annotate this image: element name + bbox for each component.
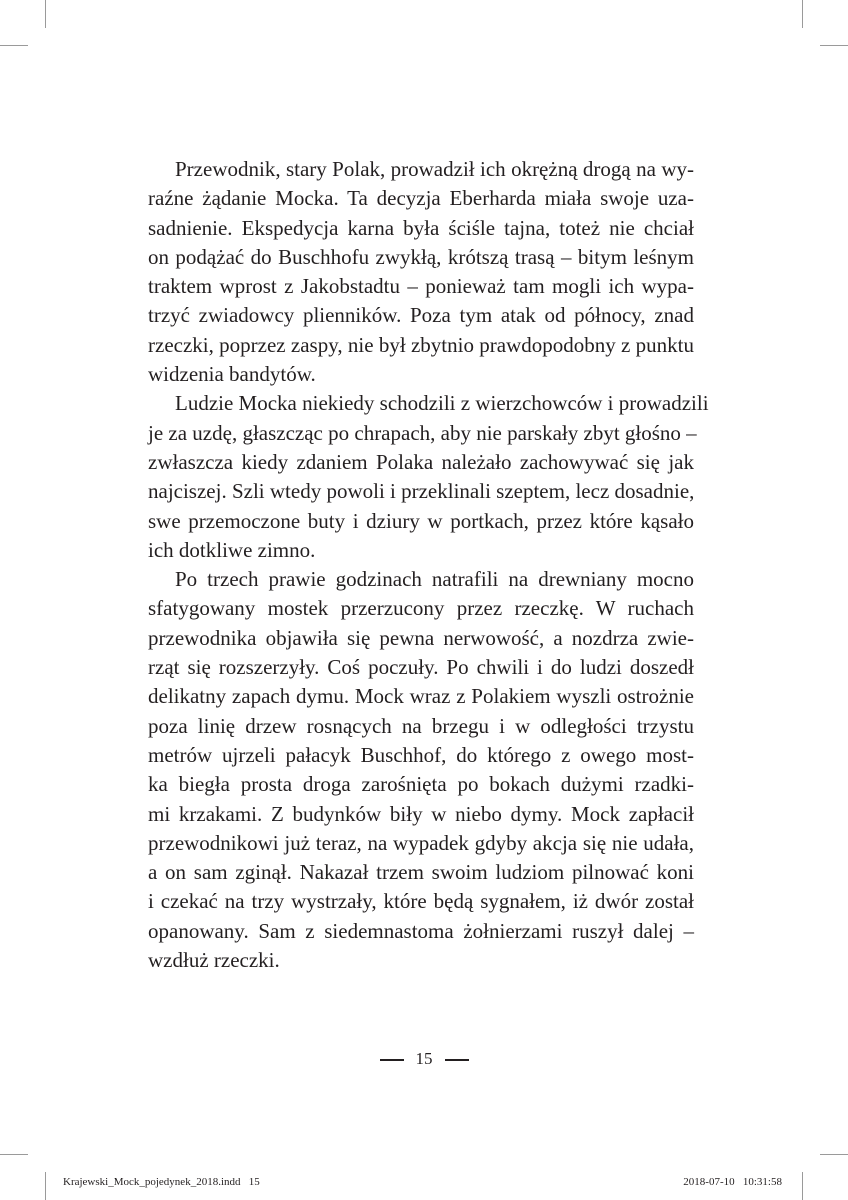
text-line: przewodnika objawiła się pewna nerwowość, a nozdrza zwie- <box>148 625 694 650</box>
text-line: metrów ujrzeli pałacyk Buschhof, do którego z owego most- <box>148 742 694 767</box>
text-line: ka biegła prosta droga zarośnięta po bokach dużymi rzadki- <box>148 772 694 797</box>
slug-filename: Krajewski_Mock_pojedynek_2018.indd 15 <box>63 1176 260 1188</box>
text-line: raźne żądanie Mocka. Ta decyzja Eberharda miała swoje uza- <box>148 186 694 211</box>
text-line: zwłaszcza kiedy zdaniem Polaka należało zachowywać się jak <box>148 449 694 474</box>
page-number: 15 <box>415 1049 433 1068</box>
crop-mark-top-left-horizontal <box>0 45 28 46</box>
text-line: opanowany. Sam z siedemnastoma żołnierzami ruszył dalej – <box>148 918 694 943</box>
text-line: rząt się rozszerzyły. Coś poczuły. Po chwili i do ludzi doszedł <box>148 655 694 680</box>
text-line: traktem wprost z Jakobstadtu – ponieważ tam mogli ich wypa- <box>148 274 694 299</box>
text-line: je za uzdę, głaszcząc po chrapach, aby nie parskały zbyt głośno – <box>148 420 697 445</box>
text-line: mi krzakami. Z budynków biły w niebo dymy. Mock zapłacił <box>148 801 694 826</box>
page-number-folio <box>0 1049 848 1069</box>
text-line: Po trzech prawie godzinach natrafili na drewniany mocno <box>175 567 694 592</box>
text-line: Przewodnik, stary Polak, prowadził ich okrężną drogą na wy- <box>175 157 694 181</box>
crop-mark-bottom-right-horizontal <box>820 1154 848 1155</box>
text-line: sfatygowany mostek przerzucony przez rzeczkę. W ruchach <box>148 596 694 621</box>
body-text <box>148 155 709 975</box>
crop-mark-bottom-right-vertical <box>802 1172 803 1200</box>
text-line: delikatny zapach dymu. Mock wraz z Polakiem wyszli ostrożnie <box>148 684 694 709</box>
slug-timestamp: 2018-07-10 10:31:58 <box>683 1176 782 1188</box>
text-line: przewodnikowi już teraz, na wypadek gdyby akcja się nie udała, <box>148 830 694 855</box>
crop-mark-top-right-vertical <box>802 0 803 28</box>
crop-mark-top-left-vertical <box>45 0 46 28</box>
text-line: ich dotkliwe zimno. <box>148 537 316 562</box>
paragraph <box>148 565 694 975</box>
text-line: sadnienie. Ekspedycja karna była ściśle tajna, toteż nie chciał <box>148 215 694 240</box>
crop-mark-bottom-left-vertical <box>45 1172 46 1200</box>
text-line: swe przemoczone buty i dziury w portkach, przez które kąsało <box>148 508 694 533</box>
folio-dash-right <box>445 1059 469 1061</box>
text-line: i czekać na trzy wystrzały, które będą sygnałem, iż dwór został <box>148 889 694 914</box>
text-line: widzenia bandytów. <box>148 362 316 387</box>
paragraph <box>148 155 694 389</box>
paragraph <box>148 389 709 565</box>
text-line: on podążać do Buschhofu zwykłą, krótszą trasą – bitym leśnym <box>148 244 694 269</box>
text-line: poza linię drzew rosnących na brzegu i w odległości trzystu <box>148 713 694 738</box>
text-line: a on sam zginął. Nakazał trzem swoim ludziom pilnować koni <box>148 860 694 885</box>
text-line: rzeczki, poprzez zaspy, nie był zbytnio prawdopodobny z punktu <box>148 332 694 357</box>
crop-mark-top-right-horizontal <box>820 45 848 46</box>
text-line: wzdłuż rzeczki. <box>148 948 280 973</box>
folio-dash-left <box>380 1059 404 1061</box>
text-line: najciszej. Szli wtedy powoli i przeklinali szeptem, lecz dosadnie, <box>148 479 695 504</box>
crop-mark-bottom-left-horizontal <box>0 1154 28 1155</box>
text-line: Ludzie Mocka niekiedy schodzili z wierzchowców i prowadzili <box>175 391 709 416</box>
text-line: trzyć zwiadowcy plienników. Poza tym atak od północy, znad <box>148 303 694 328</box>
